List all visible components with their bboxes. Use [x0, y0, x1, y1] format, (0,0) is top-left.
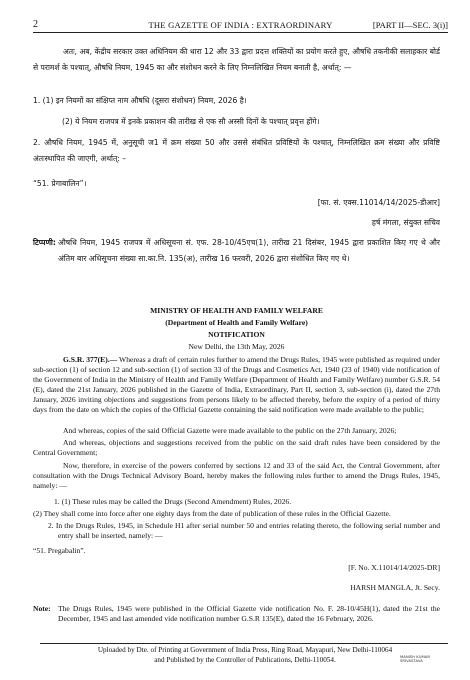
english-entry: “51. Pregabalin”.	[33, 546, 86, 555]
footer-divider	[40, 643, 448, 644]
part-section: [PART II—SEC. 3(i)]	[372, 20, 448, 30]
english-rule-2: 2. In the Drugs Rules, 1945, in Schedule H1 after serial number 50 and entries relating thereto, the following serial number and entry shall be inserted, namely: —	[48, 521, 440, 540]
hindi-rule-1: 1. (1) इन नियमों का संक्षिप्त नाम औषधि (दूसरा संशोधन) नियम, 2026 है।	[33, 96, 247, 105]
english-para-1-text: Whereas a draft of certain rules further to amend the Drugs Rules, 1945 were published as required under sub-section (1) of section 12 and sub-section (1) of section 33 of the Drugs and Cosmetics Act, 1940 (23 of 1940) vide notification of the Government of India in the Ministry of Health and Family Welfare (Department of Health and Family Welfare) number G.S.R. 54 (E), dated the 21st January, 2026 published in the Gazette of India, Extraordinary, Part II, section 3, sub-section (i), dated the 27th January, 2026 inviting objections and suggestions from persons likely to be affected thereby, before the expiry of a period of thirty days from the date on which the copies of the Official Gazette containing the said notification were made available to the public;	[33, 355, 441, 414]
hindi-file-number: [फा. सं. एक्स.11014/14/2025-डीआर]	[317, 198, 440, 207]
department-heading: (Department of Health and Family Welfare)	[165, 318, 308, 327]
english-para-4: Now, therefore, in exercise of the powers conferred by sections 12 and 33 of the said Act, the Central Government, after consultation with the Drugs Technical Advisory Board, hereby makes the following rules further to amend the Drugs Rules, 1945, namely: —	[33, 461, 440, 490]
gazette-title: THE GAZETTE OF INDIA : EXTRAORDINARY	[148, 20, 333, 30]
hindi-rule-1-2: (2) ये नियम राजपत्र में इनके प्रकाशन की तारीख से एक सौ अस्सी दिनों के पश्चात् प्रवृत्त होंगे।	[62, 117, 320, 126]
hindi-rule-2: 2. औषधि नियम, 1945 में, अनुसूची ज1 में क्रम संख्या 50 और उससे संबंधित प्रविष्टियों के पश्चात्, निम्नलिखित क्रम संख्या और प्रविष्टि अंतःस्थापित की जाएगी, अर्थात्: –	[33, 138, 440, 163]
page-number: 2	[33, 19, 38, 30]
english-note-label: Note:	[33, 604, 51, 613]
gsr-reference: G.S.R. 377(E).—	[63, 355, 118, 364]
footer-line-2: and Published by the Controller of Publications, Delhi-110054.	[154, 655, 336, 664]
hindi-entry: “51. प्रेगाबालिन”।	[33, 179, 87, 188]
english-rule-1-2: (2) They shall come into force after one eighty days from the date of publication of these rules in the Official Gazette.	[33, 509, 391, 518]
hindi-intro-paragraph: अतः, अब, केंद्रीय सरकार उक्त अधिनियम की धारा 12 और 33 द्वारा प्रदत्त शक्तियों का प्रयोग करते हुए, औषधि तकनीकी सलाहकार बोर्ड से परामर्श के पश्चात्, औषधि नियम, 1945 का और संशोधन करने के लिए निम्नलिखित नियम बनाती है, अर्थात्: —	[33, 47, 440, 72]
english-para-1	[33, 355, 440, 415]
ministry-heading: MINISTRY OF HEALTH AND FAMILY WELFARE	[150, 306, 323, 315]
notification-heading: NOTIFICATION	[208, 330, 265, 339]
english-para-2: And whereas, copies of the said Official Gazette were made available to the public on the 27th January, 2026;	[63, 426, 397, 435]
english-file-number: [F. No. X.11014/14/2025-DR]	[348, 563, 440, 572]
english-para-3: And whereas, objections and suggestions received from the public on the said draft rules have been considered by the Central Government;	[33, 438, 440, 457]
footer-line-1: Uploaded by Dte. of Printing at Government of India Press, Ring Road, Mayapuri, New Delhi-110064	[97, 646, 393, 654]
dateline: New Delhi, the 13th May, 2026	[188, 342, 285, 351]
page-footer	[60, 646, 430, 665]
english-rule-1: 1. (1) These rules may be called the Drugs (Second Amendment) Rules, 2026.	[54, 497, 292, 506]
hindi-note-text: औषधि नियम, 1945 राजपत्र में अधिसूचना सं. एफ. 28-10/45एच(1), तारीख 21 दिसंबर, 1945 द्वारा प्रकाशित किए गए थे और अंतिम बार अधिसूचना संख्या सा.का.नि. 135(अ), तारीख 16 फरवरी, 2026 द्वारा संशोधित किए गए थे।	[58, 238, 440, 263]
english-note-text: The Drugs Rules, 1945 were published in the Official Gazette vide notification No. F. 28-10/45H(1), dated the 21st the December, 1945 and last amended vide notification number G.S.R 135(E), dated the 16 February, 2026.	[58, 604, 440, 623]
hindi-signatory: हर्ष मंगला, संयुक्त सचिव	[371, 218, 440, 227]
hindi-note-label-text: टिप्पणी:	[33, 238, 56, 247]
esign-stamp: MANISH KUMAR SRIVASTAVA	[400, 654, 430, 664]
english-signatory: HARSH MANGLA, Jt. Secy.	[350, 583, 440, 592]
page-header	[33, 18, 448, 33]
